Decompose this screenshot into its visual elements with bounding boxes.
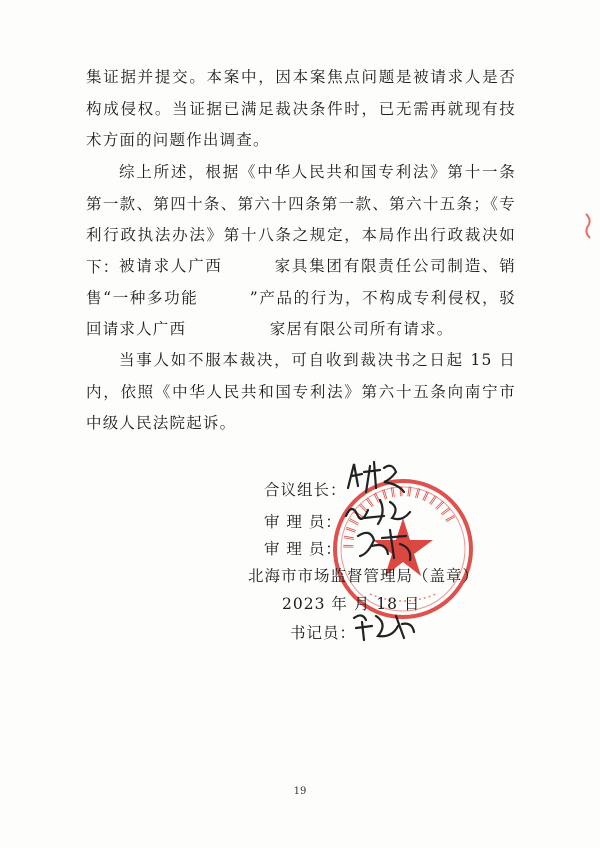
- signature-examiner-2-icon: [352, 524, 422, 564]
- signature-clerk-icon: [348, 608, 418, 644]
- examiner-label-1: 审 理 员：: [264, 513, 342, 531]
- edge-stamp-mark-icon: [582, 210, 596, 240]
- chief-label: 合议组长：: [264, 481, 347, 499]
- clerk-label: 书记员：: [290, 624, 357, 642]
- svg-text:‖‖‖‖‖‖‖‖‖‖‖‖‖‖‖‖‖‖: ‖‖‖‖‖‖‖‖‖‖‖‖‖‖‖‖‖‖: [342, 485, 458, 549]
- examiner-label-2: 审 理 员：: [264, 540, 342, 558]
- paragraph-appeal: 当事人如不服本裁决，可自收到裁决书之日起 15 日内，依照《中华人民共和国专利法》第六十五条向南宁市中级人民法院起诉。: [86, 351, 516, 432]
- paragraph-evidence: 集证据并提交。本案中，因本案焦点问题是被请求人是否构成侵权。当证据已满足裁决条件时，已无需再就现有技术方面的问题作出调查。: [86, 68, 516, 149]
- paragraph-legal-basis: 综上所述，根据《中华人民共和国专利法》第十一条第一款、第四十条、第六十四条第一款、第六十五条；《专利行政执法办法》第十八条之规定，本局作出行政裁决如下：: [86, 163, 516, 276]
- page-number: 19: [293, 786, 307, 797]
- issuing-authority: 北海市市场监督管理局（盖章）: [248, 567, 480, 585]
- signature-chief-icon: [340, 458, 420, 498]
- ruling-date: 2023 年 月 18 日: [282, 595, 421, 613]
- paragraph-ruling: 被请求人广西 家具集团有限责任公司制造、销售“一种多功能 ”产品的行为，不构成专利侵权，驳回请求人广西 家居有限公司所有请求。: [86, 257, 516, 338]
